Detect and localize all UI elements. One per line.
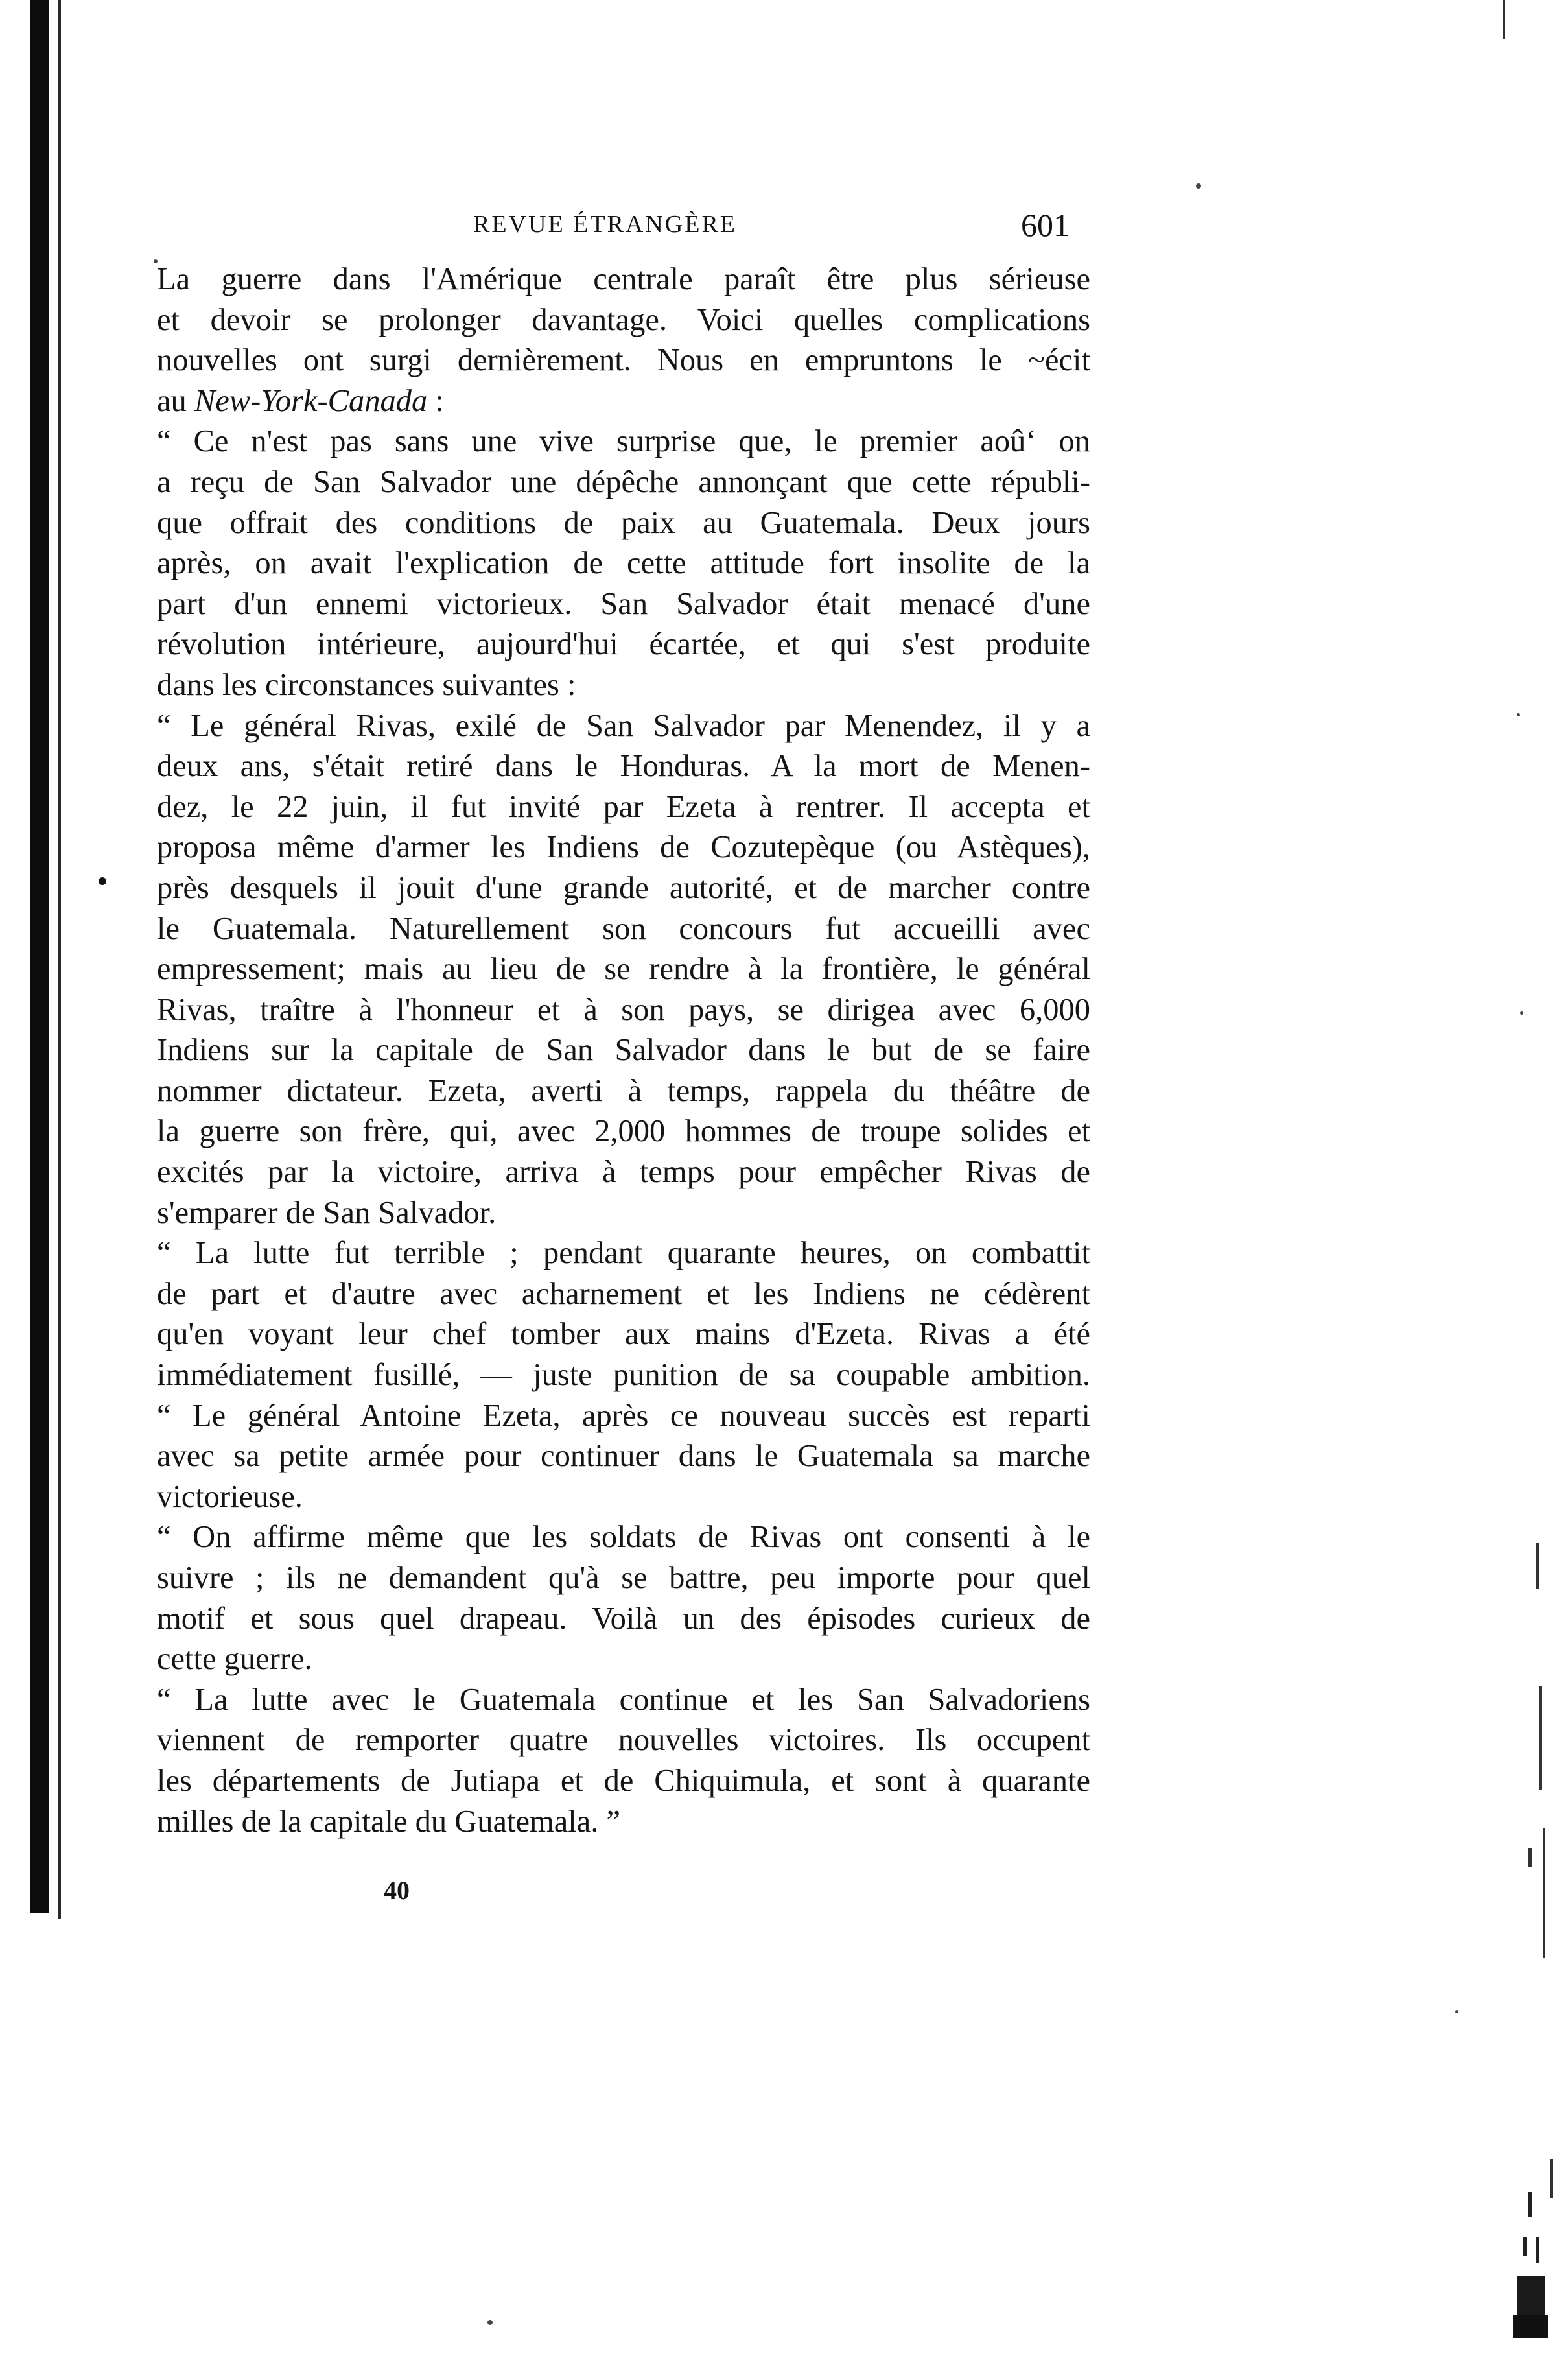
newspaper-title: New-York-Canada — [194, 383, 428, 418]
right-edge-mark — [1528, 1848, 1532, 1867]
text-line: nommer dictateur. Ezeta, averti à temps, rappela du théâtre de — [157, 1073, 1090, 1108]
text-line: part d'un ennemi victorieux. San Salvador était menacé d'une — [157, 586, 1090, 621]
running-head-title: REVUE ÉTRANGÈRE — [473, 211, 738, 238]
text-line: Indiens sur la capitale de San Salvador dans le but de se faire — [157, 1033, 1090, 1068]
scan-speck — [487, 2320, 493, 2325]
text-fragment: : — [427, 383, 444, 418]
text-line: La guerre dans l'Amérique centrale paraît être plus sérieuse — [157, 262, 1090, 296]
scan-speck — [1520, 1011, 1523, 1015]
text-line: a reçu de San Salvador une dépêche annonçant que cette républi- — [157, 464, 1090, 499]
text-line: les départements de Jutiapa et de Chiquimula, et sont à quarante — [157, 1763, 1090, 1798]
text-line: qu'en voyant leur chef tomber aux mains d'Ezeta. Rivas a été — [157, 1317, 1090, 1352]
text-line: avec sa petite armée pour continuer dans le Guatemala sa marche — [157, 1439, 1090, 1474]
right-edge-mark — [1536, 1543, 1539, 1589]
right-edge-mark — [1503, 0, 1505, 39]
text-line: de part et d'autre avec acharnement et les Indiens ne cédèrent — [157, 1276, 1090, 1311]
text-line: “ La lutte avec le Guatemala continue et les San Salvadoriens — [157, 1682, 1090, 1717]
edge-ink-blot — [1510, 2192, 1549, 2341]
text-line: dans les circonstances suivantes : — [157, 667, 576, 702]
body-text — [157, 259, 1090, 1842]
text-line: victorieuse. — [157, 1479, 303, 1514]
text-line: et devoir se prolonger davantage. Voici quelles complications — [157, 302, 1090, 337]
text-line: motif et sous quel drapeau. Voilà un des épisodes curieux de — [157, 1601, 1090, 1636]
right-edge-mark — [1550, 2159, 1553, 2198]
text-line: après, on avait l'explication de cette attitude fort insolite de la — [157, 546, 1090, 581]
text-line: cette guerre. — [157, 1642, 312, 1677]
running-head — [447, 206, 1070, 252]
scan-speck — [1517, 713, 1520, 716]
text-line: la guerre son frère, qui, avec 2,000 hommes de troupe solides et — [157, 1114, 1090, 1149]
text-line: près desquels il jouit d'une grande autorité, et de marcher contre — [157, 870, 1090, 905]
text-line: viennent de remporter quatre nouvelles victoires. Ils occupent — [157, 1723, 1090, 1758]
text-line: révolution intérieure, aujourd'hui écartée, et qui s'est produite — [157, 627, 1090, 662]
margin-dot — [99, 877, 106, 885]
text-line: que offrait des conditions de paix au Guatemala. Deux jours — [157, 505, 1090, 540]
text-line: dez, le 22 juin, il fut invité par Ezeta à rentrer. Il accepta et — [157, 789, 1090, 824]
text-line: Rivas, traître à l'honneur et à son pays, se dirigea avec 6,000 — [157, 992, 1090, 1027]
text-line: proposa même d'armer les Indiens de Cozutepèque (ou Astèques), — [157, 830, 1090, 865]
signature-mark: 40 — [384, 1876, 410, 1905]
text-line: excités par la victoire, arriva à temps pour empêcher Rivas de — [157, 1155, 1090, 1190]
text-line: “ Le général Antoine Ezeta, après ce nouveau succès est reparti — [157, 1398, 1090, 1433]
page-number: 601 — [1021, 207, 1070, 243]
binding-edge-line — [58, 0, 61, 1919]
text-line: immédiatement fusillé, — juste punition de sa coupable ambition. — [157, 1358, 1090, 1393]
scan-speck — [1196, 183, 1201, 189]
text-line-italic-source — [157, 381, 1090, 422]
text-line: milles de la capitale du Guatemala. ” — [157, 1804, 621, 1839]
binding-shadow — [30, 0, 49, 1913]
text-line: nouvelles ont surgi dernièrement. Nous en empruntons le ~écit — [157, 343, 1090, 378]
text-line: le Guatemala. Naturellement son concours fut accueilli avec — [157, 911, 1090, 946]
text-line: suivre ; ils ne demandent qu'à se battre, peu importe pour quel — [157, 1561, 1090, 1595]
right-edge-mark — [1543, 1828, 1545, 1958]
text-fragment: au — [157, 383, 194, 418]
text-line: “ On affirme même que les soldats de Rivas ont consenti à le — [157, 1520, 1090, 1555]
right-edge-mark — [1539, 1686, 1542, 1790]
text-line: s'emparer de San Salvador. — [157, 1195, 497, 1230]
scan-speck — [1455, 2010, 1458, 2013]
text-line: empressement; mais au lieu de se rendre à la frontière, le général — [157, 952, 1090, 987]
text-line: “ Ce n'est pas sans une vive surprise que, le premier aoû‘ on — [157, 424, 1090, 459]
text-line: deux ans, s'était retiré dans le Honduras. A la mort de Menen- — [157, 749, 1090, 784]
text-line: “ La lutte fut terrible ; pendant quarante heures, on combattit — [157, 1236, 1090, 1271]
text-line: “ Le général Rivas, exilé de San Salvador par Menendez, il y a — [157, 708, 1090, 743]
